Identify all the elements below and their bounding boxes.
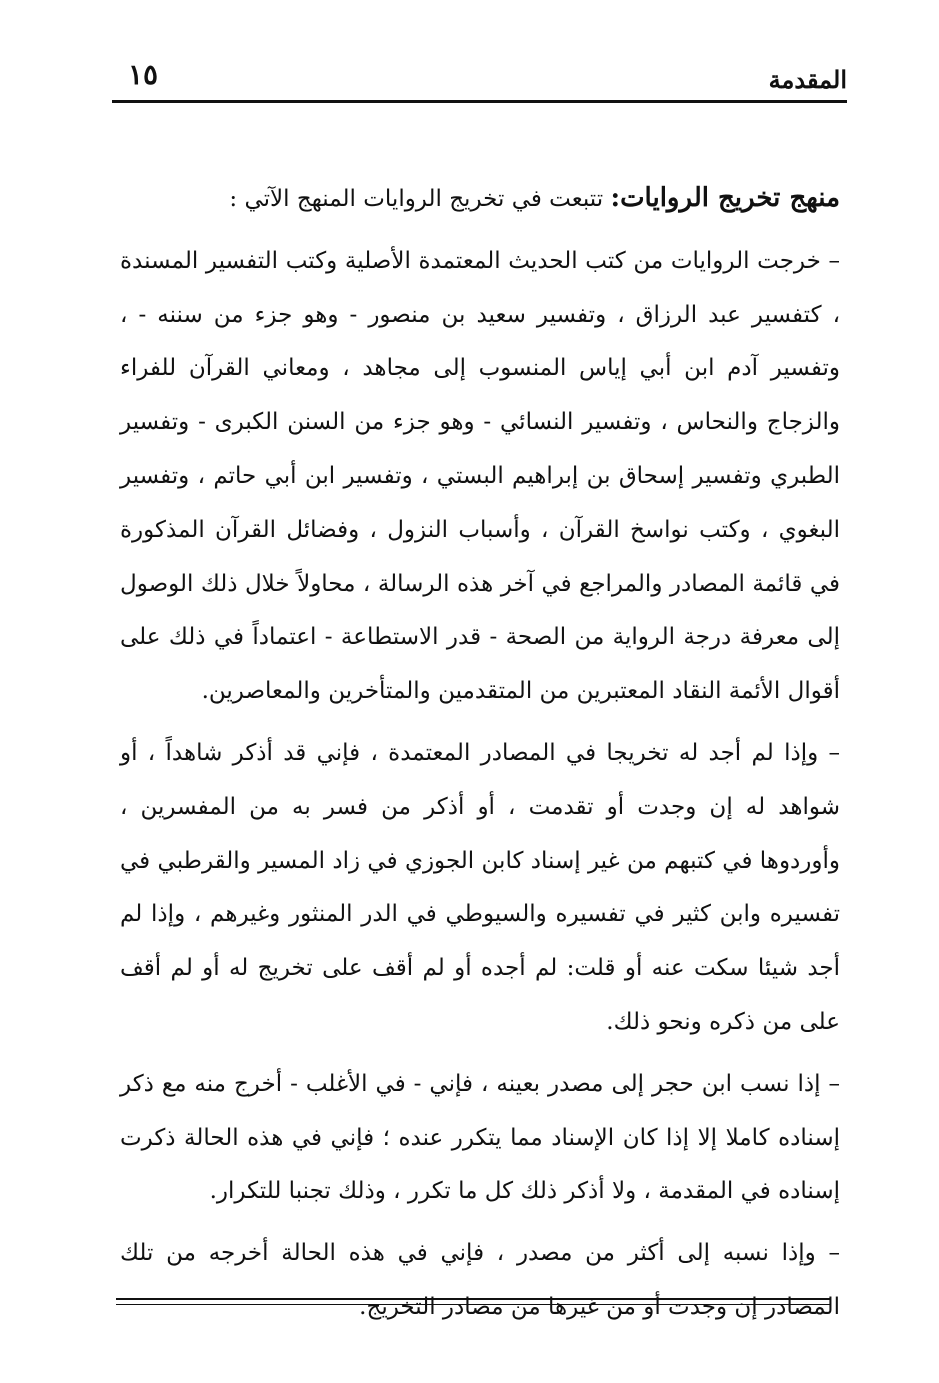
running-head: المقدمة [768,65,847,94]
paragraph-1: – خرجت الروايات من كتب الحديث المعتمدة الأصلية وكتب التفسير المسندة ، كتفسير عبد الرزاق ، وتفسير سعيد بن منصور - وهو جزء من سننه - ، وتفسير آدم ابن أبي إياس المنسوب إلى مجاهد ، ومعاني القرآن للفراء والزجاج والنحاس ، وتفسير النسائي - وهو جزء من السنن الكبرى - وتفسير الطبري وتفسير إسحاق بن إبراهيم البستي ، وتفسير ابن أبي حاتم ، وتفسير البغوي ، وكتب نواسخ القرآن ، وأسباب النزول ، وفضائل القرآن المذكورة في قائمة المصادر والمراجع في آخر هذه الرسالة ، محاولاً خلال ذلك الوصول إلى معرفة درجة الرواية من الصحة - قدر الاستطاعة - اعتماداً في ذلك على أقوال الأئمة النقاد المعتبرين من المتقدمين والمتأخرين والمعاصرين. [120,247,840,705]
section-heading: منهج تخريج الروايات: [610,183,840,213]
section-intro: تتبعت في تخريج الروايات المنهج الآتي : [229,186,611,212]
body-text [120,172,840,1343]
footer-rule-thin [116,1304,830,1305]
header-rule [112,100,847,103]
footer-rule-thick [116,1298,830,1300]
page-header [112,58,847,100]
page-number: ١٥ [128,58,159,91]
section-intro-paragraph [120,172,840,227]
paragraph-2: – وإذا لم أجد له تخريجا في المصادر المعتمدة ، فإني قد أذكر شاهداً ، أو شواهد له إن وجدت أو تقدمت ، أو أذكر من فسر به من المفسرين ، وأوردوها في كتبهم من غير إسناد كابن الجوزي في زاد المسير والقرطبي في تفسيره وابن كثير في تفسيره والسيوطي في الدر المنثور وغيرهم ، وإذا لم أجد شيئا سكت عنه أو قلت: لم أجده أو لم أقف على تخريج له أو لم أقف على من ذكره ونحو ذلك. [120,739,841,1035]
paragraph-4: – وإذا نسبه إلى أكثر من مصدر ، فإني في هذه الحالة أخرجه من تلك المصادر إن وجدت أو من غيرها من مصادر التخريج. [120,1240,840,1320]
paragraph-3: – إذا نسب ابن حجر إلى مصدر بعينه ، فإني - في الأغلب - أخرج منه مع ذكر إسناده كاملا إلا إذا كان الإسناد مما يتكرر عنده ؛ فإني في هذه الحالة ذكرت إسناده في المقدمة ، ولا أذكر ذلك كل ما تكرر ، وذلك تجنبا للتكرار. [120,1070,840,1205]
